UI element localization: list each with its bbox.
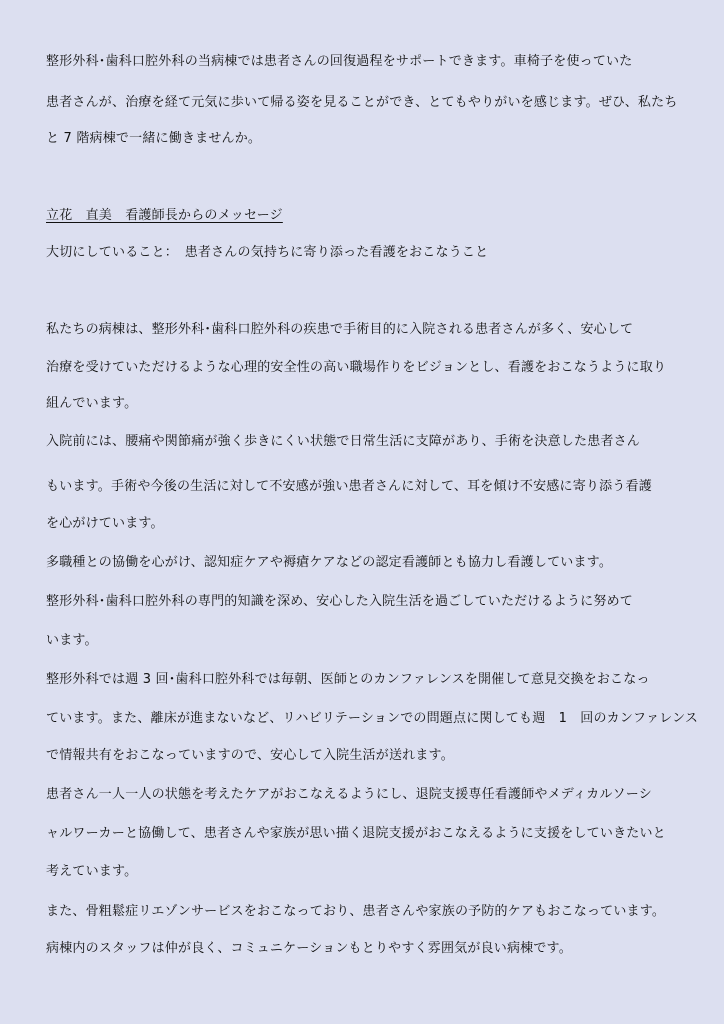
body-line-9: います。 (46, 633, 98, 648)
intro-line-2: 患者さんが、治療を経て元気に歩いて帰る姿を見ることができ、とてもやりがいを感じます。ぜひ、私たち (46, 95, 678, 110)
body-line-5: もいます。手術や今後の生活に対して不安感が強い患者さんに対して、耳を傾け不安感に寄り添う看護 (46, 479, 652, 494)
intro-line-3: と 7 階病棟で一緒に働きませんか。 (46, 131, 262, 146)
body-line-10: 整形外科では週 3 回･歯科口腔外科では毎朝、医師とのカンファレンスを開催して意見交換をおこなっ (46, 672, 650, 687)
body-line-4: 入院前には、腰痛や関節痛が強く歩きにくい状態で日常生活に支障があり、手術を決意した患者さん (46, 434, 641, 449)
body-line-3: 組んでいます。 (46, 396, 138, 411)
body-line-11: ています。また、離床が進まないなど、リハビリテーションでの問題点に関しても週 1 回のカンファレンス (46, 711, 699, 726)
body-line-6: を心がけています。 (46, 516, 164, 531)
body-line-14: ャルワーカーと協働して、患者さんや家族が思い描く退院支援がおこなえるように支援をしていきたいと (46, 826, 666, 841)
body-line-17: 病棟内のスタッフは仲が良く、コミュニケーションもとりやすく雰囲気が良い病棟です。 (46, 941, 572, 956)
body-line-13: 患者さん一人一人の状態を考えたケアがおこなえるようにし、退院支援専任看護師やメディカルソーシ (46, 787, 652, 802)
body-line-16: また、骨粗鬆症リエゾンサービスをおこなっており、患者さんや家族の予防的ケアもおこなっています。 (46, 904, 666, 919)
intro-line-1: 整形外科･歯科口腔外科の当病棟では患者さんの回復過程をサポートできます。車椅子を使っていた (46, 54, 633, 69)
body-line-8: 整形外科･歯科口腔外科の専門的知識を深め、安心した入院生活を過ごしていただけるように努めて (46, 594, 633, 609)
body-line-12: で情報共有をおこなっていますので、安心して入院生活が送れます。 (46, 748, 454, 763)
body-line-15: 考えています。 (46, 864, 138, 879)
message-heading: 立花 直美 看護師長からのメッセージ (46, 208, 283, 223)
message-motto: 大切にしていること： 患者さんの気持ちに寄り添った看護をおこなうこと (46, 245, 489, 260)
body-line-2: 治療を受けていただけるような心理的安全性の高い職場作りをビジョンとし、看護をおこなうように取り (46, 360, 667, 375)
body-line-7: 多職種との協働を心がけ、認知症ケアや褥瘡ケアなどの認定看護師とも協力し看護しています。 (46, 555, 613, 570)
body-line-1: 私たちの病棟は、整形外科･歯科口腔外科の疾患で手術目的に入院される患者さんが多く、安心して (46, 322, 634, 337)
